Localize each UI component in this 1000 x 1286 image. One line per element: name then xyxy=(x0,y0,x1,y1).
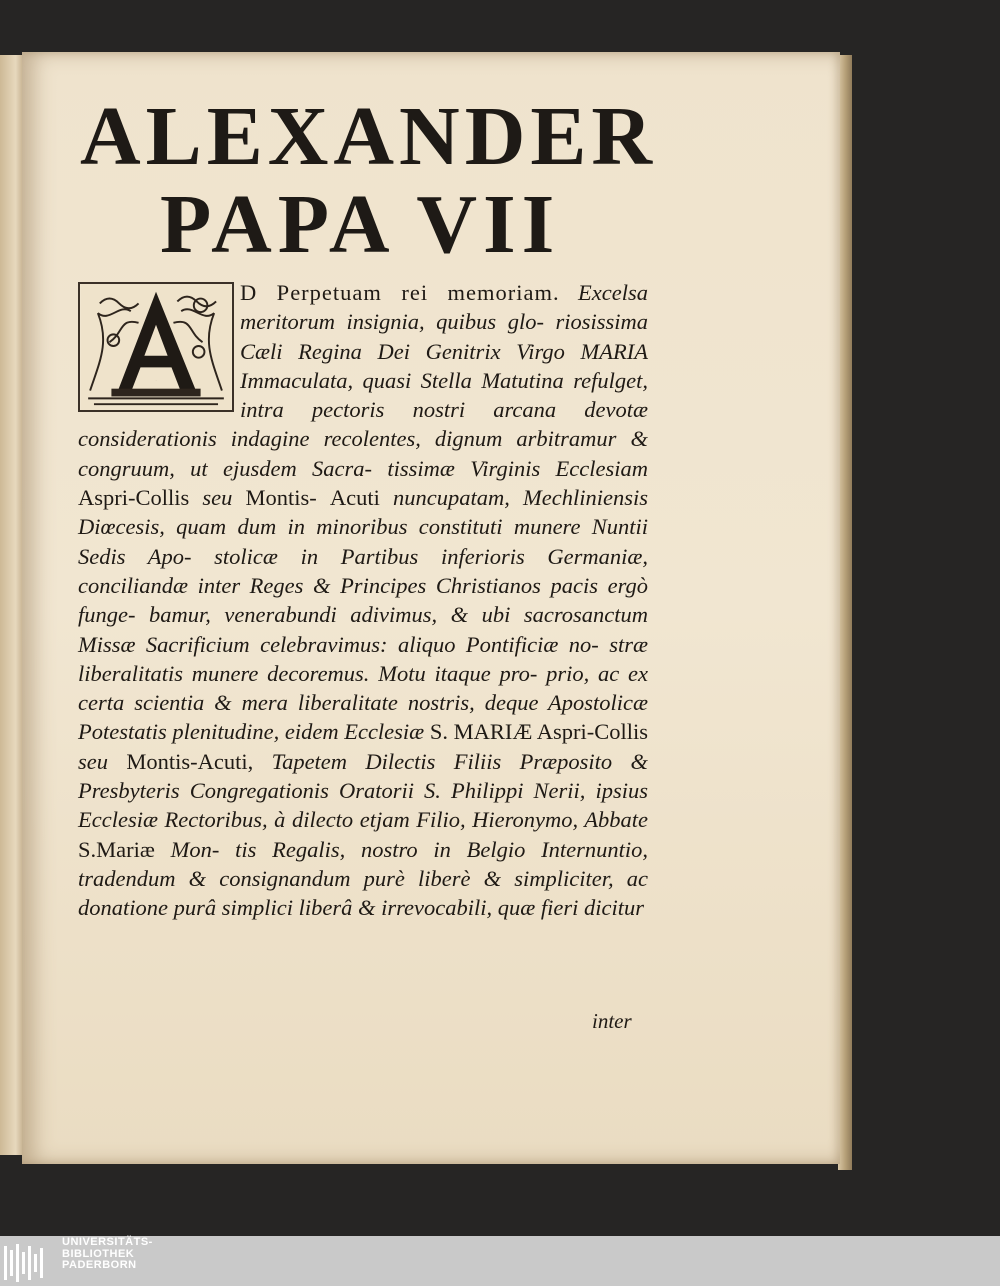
text-line-13: Missæ Sacrificium celebravimus: aliquo Pontificiæ no- xyxy=(78,631,599,657)
library-name xyxy=(62,1237,153,1272)
initial-spacer xyxy=(78,278,240,412)
catchword: inter xyxy=(592,1009,632,1033)
title-line-1: ALEXANDER xyxy=(80,90,658,183)
right-page xyxy=(22,52,840,1164)
text-line-19: Oratorii S. Philippi Nerii, ipsius Ecclesiæ Rectoribus, xyxy=(78,778,649,833)
text-line-3: Virgo MARIA Immaculata, quasi xyxy=(240,338,649,393)
text-line-18: Dilectis Filiis Præposito & Presbyteris Congregationis xyxy=(78,748,649,804)
text-line-8: nuncupatam, Mechliniensis Diœcesis, quam xyxy=(78,485,648,540)
text-line-20-roman: S.Mariæ xyxy=(78,836,155,862)
text-line-4: Stella Matutina refulget, intra pectoris xyxy=(240,367,648,423)
text-line-8-roman: Acuti xyxy=(329,485,380,511)
text-line-6: dignum arbitramur & congruum, ut ejusdem Sacra- xyxy=(78,426,648,481)
library-logo-icon xyxy=(2,1240,48,1284)
page-fore-edge xyxy=(838,55,852,1170)
text-line-7-b: seu xyxy=(202,485,233,511)
text-line-20-b: Mon- xyxy=(170,836,220,862)
text-line-14: stræ liberalitatis munere decoremus. Motu itaque pro- xyxy=(78,631,648,686)
text-line-21: tis Regalis, nostro in Belgio Internuntio, tradendum & xyxy=(78,836,649,891)
decree-text xyxy=(78,278,648,923)
library-name-line-1: UNIVERSITÄTS- xyxy=(62,1236,153,1248)
text-line-17-roman-b: Montis-Acuti, xyxy=(126,748,254,774)
text-line-10: stolicæ in Partibus inferioris Germaniæ, conciliandæ xyxy=(78,543,648,598)
text-line-22: consignandum purè liberè & simpliciter, ac donatione xyxy=(78,865,649,921)
text-line-15: prio, ac ex certa scientia & mera liberalitate nostris, xyxy=(78,660,649,716)
text-line-23: purâ simplici liberâ & irrevocabili, quæ fieri dicitur xyxy=(173,895,645,921)
text-line-5: nostri arcana devotæ considerationis indagine recolentes, xyxy=(78,397,649,452)
text-line-17: seu xyxy=(78,748,108,774)
text-line-7: tissimæ Virginis Ecclesiam xyxy=(387,455,648,481)
initial-letter-text: A xyxy=(155,380,157,382)
library-name-line-3: PADERBORN xyxy=(62,1259,137,1271)
text-line-20: à dilecto etjam Filio, Hieronymo, Abbate xyxy=(274,807,649,833)
text-line-17-b: Tapetem xyxy=(271,748,348,774)
title-line-2: PAPA VII xyxy=(160,178,561,271)
text-line-17-roman: S. MARIÆ Aspri-Collis xyxy=(429,719,649,745)
opening-line: D Perpetuam rei memoriam. xyxy=(240,280,560,305)
text-line-9: dum in minoribus constituti munere Nuntii Sedis Apo- xyxy=(78,514,648,569)
library-name-line-2: BIBLIOTHEK xyxy=(62,1247,135,1260)
text-line-7-roman-b: Montis- xyxy=(245,485,317,511)
text-line-11: inter Reges & Principes Christianos pacis ergò funge- xyxy=(78,572,648,628)
text-line-12: bamur, venerabundi adivimus, & ubi sacrosanctum xyxy=(148,602,648,628)
text-line-16: deque Apostolicæ Potestatis plenitudine, eidem Ecclesiæ xyxy=(78,690,648,745)
text-line-2: riosissima Cæli Regina Dei Genitrix xyxy=(240,309,649,364)
text-line-1: Excelsa meritorum insignia, quibus glo- xyxy=(240,280,649,335)
text-line-7-roman: Aspri-Collis xyxy=(78,485,190,511)
